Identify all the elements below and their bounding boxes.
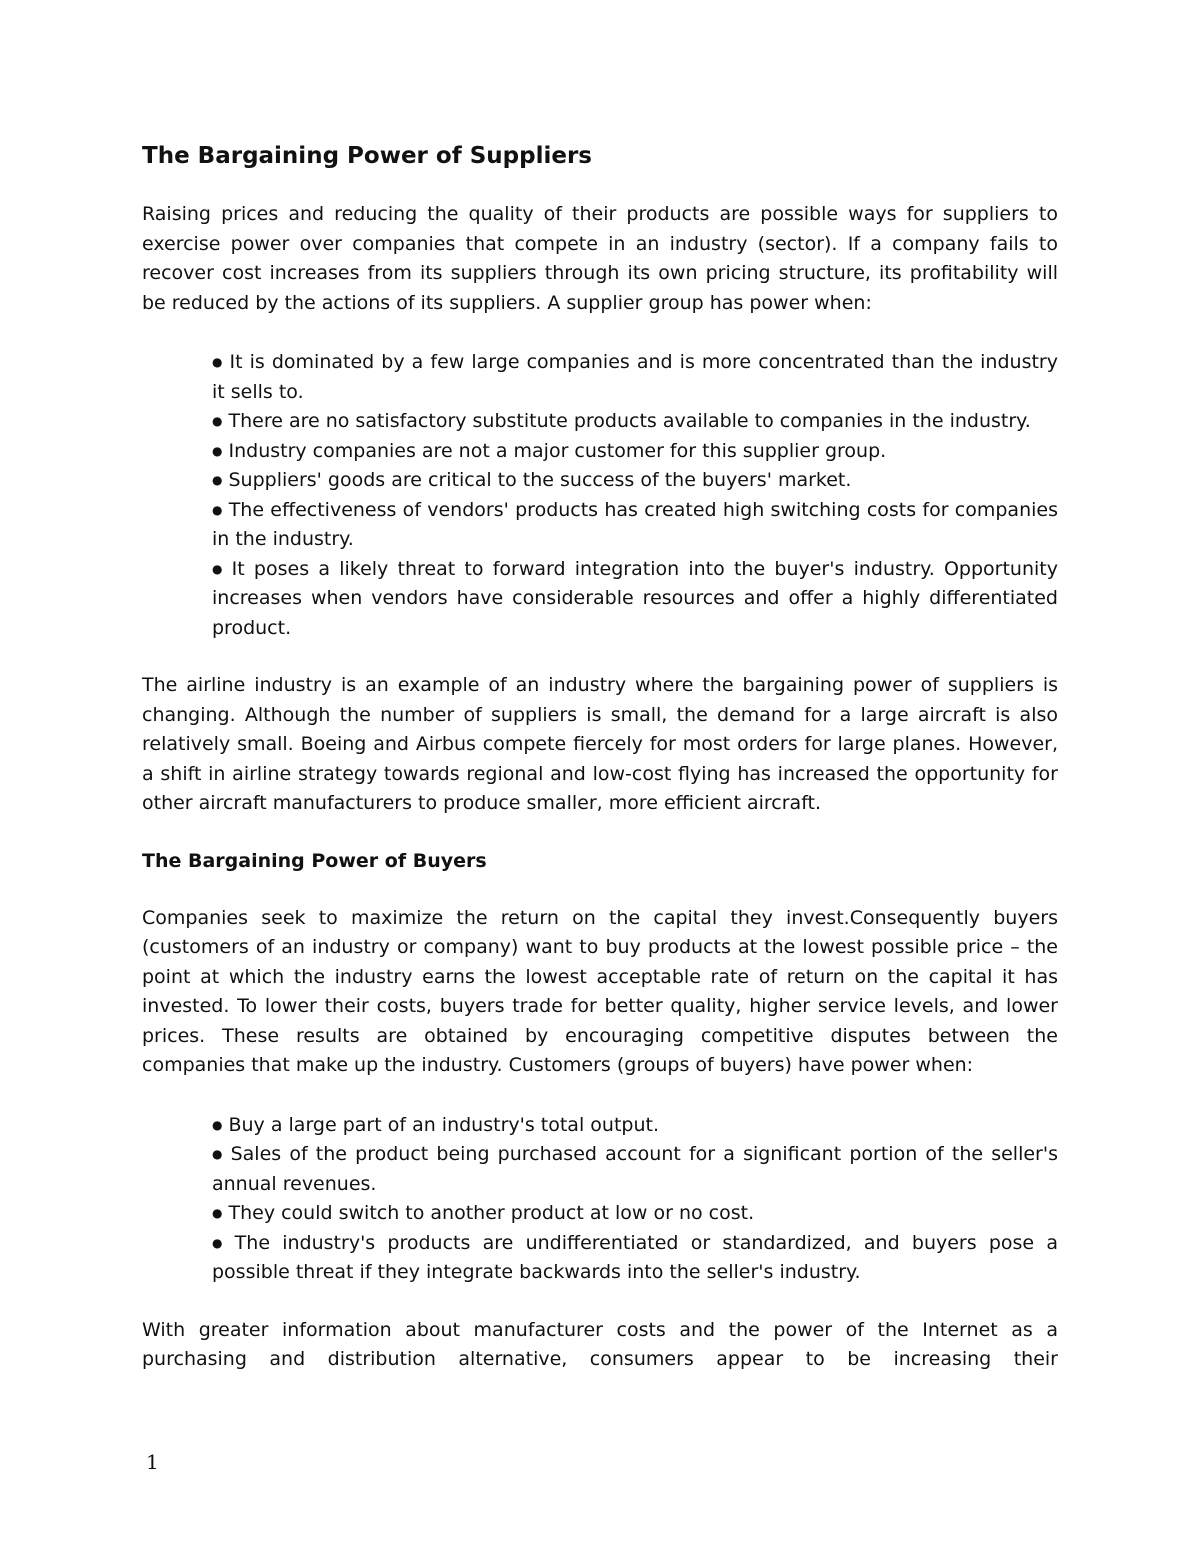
spacer — [142, 819, 1058, 847]
bullet-icon: ● — [212, 1117, 223, 1132]
list-item: ● It poses a likely threat to forward integration into the buyer's industry. Opportunity increases when vendors have considerable resources and offer a highly differentiated product. — [212, 557, 1058, 639]
closing-paragraph: With greater information about manufacturer costs and the power of the Internet as a purchasing and distribution alternative, consumers appear to be increasing their — [142, 1318, 1058, 1370]
bullet-icon: ● — [212, 1206, 223, 1220]
bullet-icon: ● — [212, 1235, 229, 1250]
spacer — [142, 643, 1058, 671]
bullet-icon: ● — [212, 1147, 225, 1161]
page-number: 1 — [146, 1450, 159, 1474]
bullet-icon: ● — [212, 502, 223, 517]
buyers-heading: The Bargaining Power of Buyers — [142, 849, 487, 872]
list-item: ● The effectiveness of vendors' products has created high switching costs for companies in the industry. — [212, 498, 1058, 550]
list-item: ● Buy a large part of an industry's total output. — [212, 1113, 659, 1136]
bullet-icon: ● — [212, 561, 226, 576]
list-item: ● Industry companies are not a major customer for this supplier group. — [212, 439, 887, 462]
suppliers-intro-paragraph: Raising prices and reducing the quality of their products are possible ways for suppliers to exercise power over companies that compete in an industry (sector). If a company fails to recover cost increases from its suppliers through its own pricing structure, its profitability will be reduced by the actions of its suppliers. A supplier group has power when: — [142, 203, 1058, 314]
buyer-power-list — [142, 1111, 1058, 1288]
document-body — [142, 140, 1058, 1375]
list-item: ● There are no satisfactory substitute products available to companies in the industry. — [212, 410, 1031, 432]
bullet-icon: ● — [212, 443, 223, 458]
bullet-icon: ● — [212, 473, 223, 487]
list-item: ● Suppliers' goods are critical to the success of the buyers' market. — [212, 469, 852, 491]
spacer — [142, 876, 1058, 904]
supplier-power-list — [142, 348, 1058, 643]
airline-paragraph: The airline industry is an example of an industry where the bargaining power of suppliers is changing. Although the number of suppliers is small, the demand for a large aircraft is also relatively small. Boeing and Airbus compete fiercely for most orders for large planes. However, a shift in airline strategy towards regional and low-cost flying has increased the opportunity for other aircraft manufacturers to produce smaller, more efficient aircraft. — [142, 674, 1058, 814]
list-item: ● It is dominated by a few large companies and is more concentrated than the industry it sells to. — [212, 351, 1058, 403]
spacer — [142, 1081, 1058, 1111]
bullet-icon: ● — [212, 355, 224, 369]
buyers-intro-paragraph: Companies seek to maximize the return on the capital they invest.Consequently buyers (customers of an industry or company) want to buy products at the lowest possible price – the point at which the industry earns the lowest acceptable rate of return on the capital it has invested. To lower their costs, buyers trade for better quality, higher service levels, and lower prices. These results are obtained by encouraging competitive disputes between the companies that make up the industry. Customers (groups of buyers) have power when: — [142, 906, 1058, 1076]
spacer — [142, 318, 1058, 348]
list-item: ● Sales of the product being purchased account for a significant portion of the seller's annual revenues. — [212, 1143, 1058, 1195]
bullet-icon: ● — [212, 414, 223, 428]
spacer — [142, 1288, 1058, 1316]
spacer — [142, 172, 1058, 200]
list-item: ● They could switch to another product at low or no cost. — [212, 1202, 755, 1224]
list-item: ● The industry's products are undifferentiated or standardized, and buyers pose a possible threat if they integrate backwards into the seller's industry. — [212, 1231, 1058, 1283]
page-title: The Bargaining Power of Suppliers — [142, 143, 592, 169]
